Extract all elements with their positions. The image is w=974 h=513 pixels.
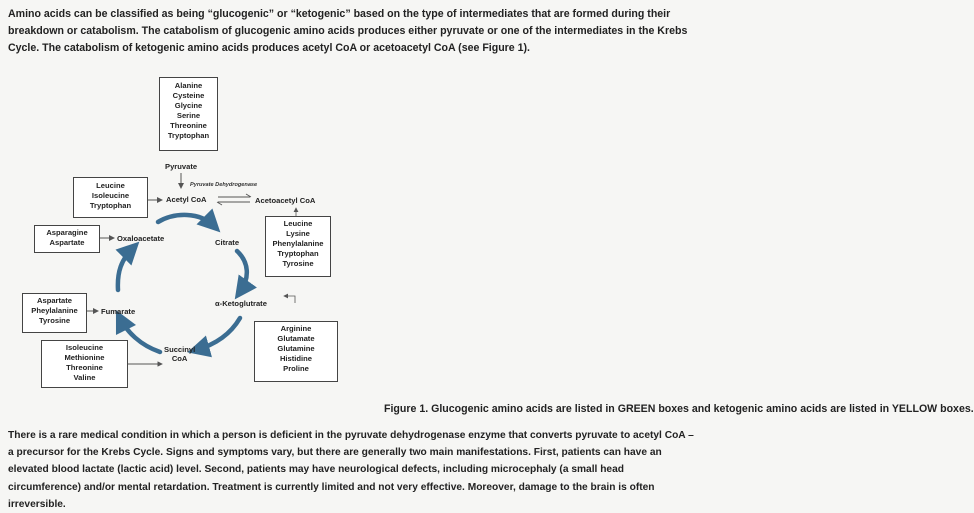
- oxaloacetate-label: Oxaloacetate: [117, 234, 165, 243]
- succinyl-coa-label: Succinyl CoA: [164, 345, 196, 363]
- cycle-arrow-fumarate: [118, 248, 133, 290]
- cycle-arrow-akg: [196, 318, 240, 350]
- succinyl-coa-sources-box: Isoleucine Methionine Threonine Valine: [41, 340, 128, 388]
- alpha-ketoglutarate-label: α-Ketoglutrate: [215, 299, 267, 308]
- oxaloacetate-sources-box: Asparagine Aspartate: [34, 225, 100, 253]
- cycle-arrow-citrate: [237, 251, 247, 292]
- citrate-label: Citrate: [215, 238, 240, 247]
- pyruvate-label: Pyruvate: [165, 162, 198, 171]
- acetyl-coa-sources-box: Leucine Isoleucine Tryptophan: [73, 177, 148, 218]
- acetoacetyl-coa-label: Acetoacetyl CoA: [255, 196, 316, 205]
- alpha-ketoglutarate-sources-box: Arginine Glutamate Glutamine Histidine Proline: [254, 321, 338, 382]
- fumarate-label: Fumarate: [101, 307, 136, 316]
- fumarate-sources-box: Aspartate Pheylalanine Tyrosine: [22, 293, 87, 333]
- cycle-arrow-acetyl: [158, 215, 214, 226]
- acetyl-coa-label: Acetyl CoA: [166, 195, 207, 204]
- enzyme-label: Pyruvate Dehydrogenase: [190, 182, 258, 188]
- intro-paragraph: Amino acids can be classified as being “glucogenic” or “ketogenic” based on the type of intermediates that are formed during their breakdown or catabolism. The catabolism of glucogenic amino acids produces either pyruvate or one of the intermediates in the Krebs Cycle. The catabolism of ketogenic amino acids produces acetyl CoA or acetoacetyl CoA (see Figure 1).: [8, 8, 688, 54]
- ketogenic-box: Leucine Lysine Phenylalanine Tryptophan Tyrosine: [265, 216, 331, 277]
- pyruvate-sources-box: Alanine Cysteine Glycine Serine Threonine Tryptophan: [159, 77, 218, 151]
- figure-caption: Figure 1. Glucogenic amino acids are listed in GREEN boxes and ketogenic amino acids are listed in YELLOW boxes.: [384, 403, 974, 415]
- body-paragraph: There is a rare medical condition in which a person is deficient in the pyruvate dehydrogenase enzyme that converts pyruvate to acetyl CoA – a precursor for the Krebs Cycle. Signs and symptoms vary, but there are generally two main manifestations. First, patients can have an elevated blood lactate (lactic acid) level. Second, patients may have neurological defects, including microcephaly (a small head circumference) and/or mental retardation. Treatment is currently limited and not very effective. Moreover, damage to the brain is often irreversible.: [8, 430, 694, 510]
